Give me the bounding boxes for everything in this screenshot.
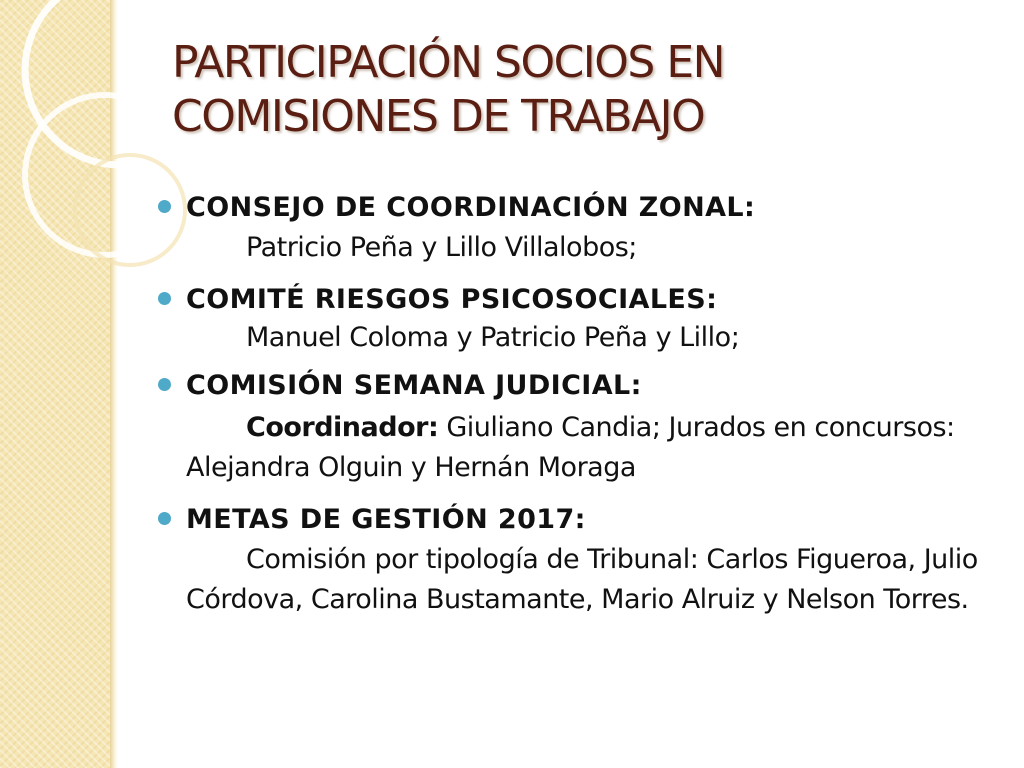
item-detail: Patricio Peña y Lillo Villalobos;: [246, 232, 637, 263]
bullet-list: [156, 188, 1006, 630]
item-detail: Comisión por tipología de Tribunal: Carlos Figueroa, Julio Córdova, Carolina Bustamante, Mario Alruiz y Nelson Torres.: [186, 544, 978, 615]
side-band-edge: [110, 0, 118, 768]
item-detail: [186, 408, 1006, 488]
bullet-dot-icon: [158, 512, 171, 525]
item-heading: COMISIÓN SEMANA JUDICIAL:: [186, 370, 642, 401]
slide-title: [172, 36, 992, 144]
list-item: [156, 280, 1006, 356]
item-heading: COMITÉ RIESGOS PSICOSOCIALES:: [186, 284, 718, 315]
list-item: [156, 366, 1006, 488]
item-heading: CONSEJO DE COORDINACIÓN ZONAL:: [186, 192, 756, 223]
list-item: [156, 188, 1006, 268]
item-detail: Manuel Coloma y Patricio Peña y Lillo;: [246, 322, 740, 353]
item-detail-text: Giuliano Candia; Jurados en concursos: Alejandra Olguin y Hernán Moraga: [186, 412, 955, 483]
item-heading: METAS DE GESTIÓN 2017:: [186, 504, 586, 535]
bullet-dot-icon: [158, 200, 171, 213]
decorative-side-band: [0, 0, 110, 768]
title-line-2: COMISIONES DE TRABAJO: [172, 91, 705, 142]
list-item: [156, 500, 1006, 620]
item-detail-label: Coordinador:: [246, 412, 439, 443]
title-line-1: PARTICIPACIÓN SOCIOS EN: [172, 37, 725, 88]
bullet-dot-icon: [158, 292, 171, 305]
bullet-dot-icon: [158, 378, 171, 391]
